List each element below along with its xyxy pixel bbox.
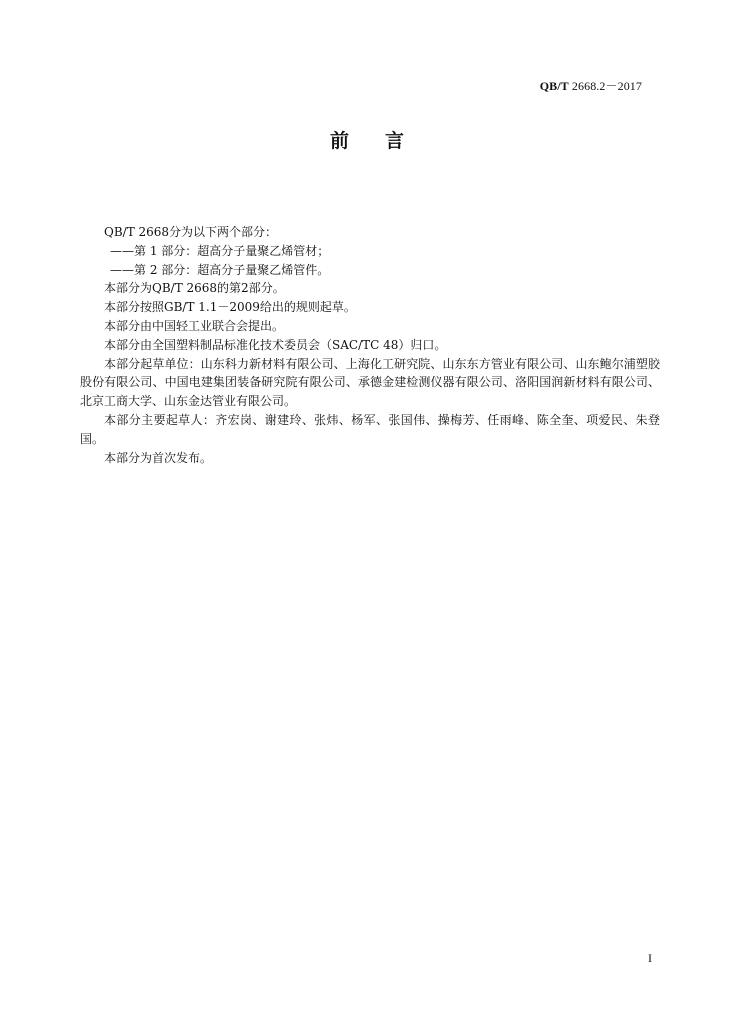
centralized-by-paragraph: 本部分由全国塑料制品标准化技术委员会（SAC/TC 48）归口。 [104,337,447,352]
standard-code [540,77,642,94]
standard-code-prefix: QB/T [539,79,569,93]
part-1-item: ——第 1 部分：超高分子量聚乙烯管材； [110,243,330,258]
drafters-paragraph: 本部分主要起草人：齐宏岗、谢建玲、张炜、杨军、张国伟、操梅芳、任雨峰、陈全奎、项爱民、朱登国。 [80,412,660,446]
page-title: 前言 [329,130,440,152]
drafting-units-paragraph: 本部分起草单位：山东科力新材料有限公司、上海化工研究院、山东东方管业有限公司、山东鲍尔浦塑胶股份有限公司、中国电建集团装备研究院有限公司、承德金建检测仪器有限公司、洛阳国润新材料有限公司、北京工商大学、山东金达管业有限公司。 [80,356,660,409]
part-2-item: ——第 2 部分：超高分子量聚乙烯管件。 [110,262,330,277]
first-release-paragraph: 本部分为首次发布。 [104,450,213,465]
drafting-rules-paragraph: 本部分按照GB/T 1.1－2009给出的规则起草。 [104,300,356,315]
intro-paragraph: QB/T 2668分为以下两个部分： [104,225,278,239]
this-part-paragraph: 本部分为QB/T 2668的第2部分。 [104,281,285,296]
proposed-by-paragraph: 本部分由中国轻工业联合会提出。 [104,318,285,333]
standard-code-number: 2668.2－2017 [571,79,642,93]
page-number: I [648,951,652,965]
foreword-body [80,223,660,467]
